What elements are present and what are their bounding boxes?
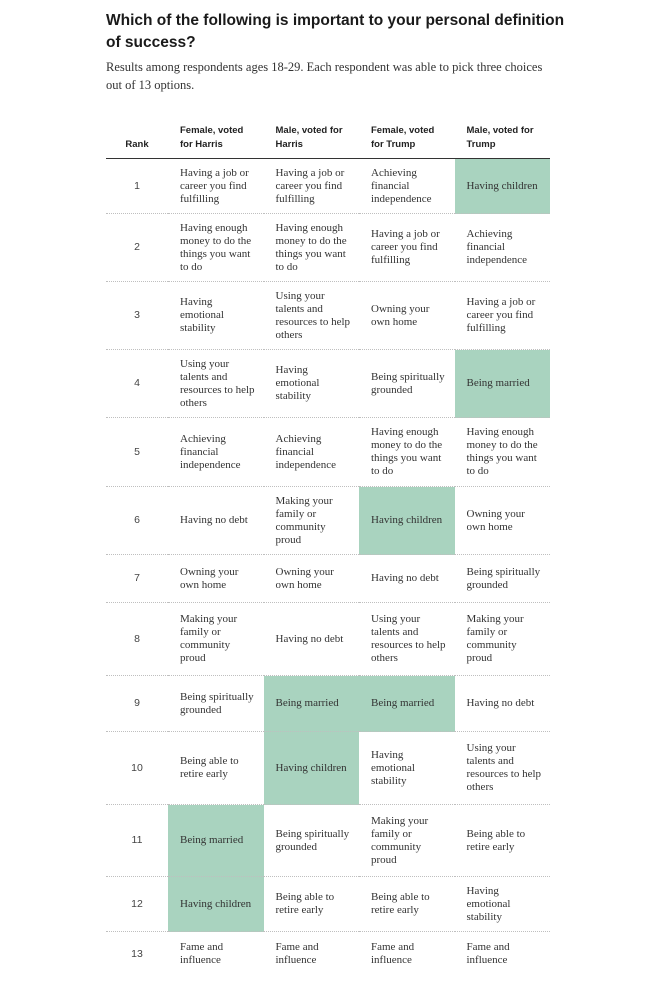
rank-cell: 11 [106,805,168,877]
cell-female-trump: Having enough money to do the things you want to do [359,418,455,487]
cell-female-harris: Owning your own home [168,555,264,603]
cell-male-trump: Having no debt [455,676,551,732]
cell-female-trump: Fame and influence [371,941,415,966]
column-header-male-harris: Male, voted for Harris [264,120,360,159]
cell-female-trump: Achieving financial independence [359,159,455,214]
cell-female-trump: Having no debt [359,555,455,603]
cell-female-harris: Having no debt [168,487,264,555]
cell-female-harris: Being spiritually grounded [168,676,264,732]
rank-cell: 2 [106,214,168,282]
cell-female-trump: Having emotional stability [359,732,455,805]
cell-female-trump: Being spiritually grounded [359,350,455,418]
cell-male-harris: Achieving financial independence [264,418,360,487]
cell-female-harris: Being able to retire early [168,732,264,805]
cell-male-trump: Fame and influence [466,941,510,966]
cell-male-trump-highlighted: Having children [455,159,551,214]
cell-male-trump: Having enough money to do the things you want to do [455,418,551,487]
table-body [106,159,550,977]
column-header-female-harris: Female, voted for Harris [168,120,264,159]
table-row [106,877,550,932]
cell-male-harris: Having emotional stability [264,350,360,418]
table-row [106,932,550,977]
cell-male-trump: Using your talents and resources to help others [455,732,551,805]
rank-cell: 8 [106,603,168,676]
cell-male-trump-highlighted: Being married [455,350,551,418]
table-row [106,603,550,676]
cell-female-harris-highlighted: Having children [168,877,264,932]
column-header-rank: Rank [106,120,168,159]
table-row [106,350,550,418]
cell-male-harris: Having enough money to do the things you want to do [264,214,360,282]
cell-male-harris: Being spiritually grounded [264,805,360,877]
table-row [106,805,550,877]
cell-female-harris: Having a job or career you find fulfilling [168,159,264,214]
cell-female-trump: Making your family or community proud [359,805,455,877]
rank-cell: 6 [106,487,168,555]
cell-male-harris: Having no debt [264,603,360,676]
column-header-male-trump: Male, voted for Trump [455,120,551,159]
cell-male-trump: Making your family or community proud [455,603,551,676]
table-row [106,732,550,805]
rank-cell: 4 [106,350,168,418]
cell-female-harris: Having emotional stability [168,282,264,350]
cell-male-harris: Making your family or community proud [264,487,360,555]
cell-male-harris: Being able to retire early [264,877,360,932]
rank-cell: 13 [131,947,143,960]
cell-female-harris: Fame and influence [180,941,224,966]
cell-male-trump: Achieving financial independence [455,214,551,282]
cell-male-trump: Being spiritually grounded [455,555,551,603]
rank-cell: 5 [106,418,168,487]
chart-subtitle: Results among respondents ages 18-29. Each respondent was able to pick three choices out of 13 options. [106,60,543,92]
rank-cell: 9 [106,676,168,732]
cell-male-trump: Having a job or career you find fulfilling [455,282,551,350]
cell-male-harris: Having a job or career you find fulfilling [264,159,360,214]
cell-male-trump: Being able to retire early [455,805,551,877]
rank-cell: 12 [106,877,168,932]
cell-female-trump: Having a job or career you find fulfilling [359,214,455,282]
table-row [106,555,550,603]
table-row [106,676,550,732]
cell-male-trump: Owning your own home [455,487,551,555]
cell-female-harris-highlighted: Being married [168,805,264,877]
cell-female-trump-highlighted: Being married [359,676,455,732]
ranking-table [106,120,550,976]
cell-male-trump: Having emotional stability [455,877,551,932]
cell-female-harris: Using your talents and resources to help others [168,350,264,418]
rank-cell: 1 [106,159,168,214]
rank-cell: 3 [106,282,168,350]
cell-female-harris: Achieving financial independence [168,418,264,487]
column-header-female-trump: Female, voted for Trump [359,120,455,159]
cell-male-harris: Fame and influence [275,941,319,966]
cell-female-trump-highlighted: Having children [359,487,455,555]
table-row [106,159,550,214]
table-row [106,282,550,350]
chart-title: Which of the following is important to your personal definition of success? [106,12,565,51]
table-row [106,214,550,282]
cell-female-trump: Using your talents and resources to help others [359,603,455,676]
table-row [106,487,550,555]
cell-female-harris: Having enough money to do the things you want to do [168,214,264,282]
cell-male-harris: Owning your own home [264,555,360,603]
cell-female-harris: Making your family or community proud [168,603,264,676]
rank-cell: 7 [106,555,168,603]
table-row [106,418,550,487]
rank-cell: 10 [106,732,168,805]
cell-male-harris-highlighted: Having children [264,732,360,805]
cell-male-harris-highlighted: Being married [264,676,360,732]
cell-female-trump: Owning your own home [359,282,455,350]
cell-male-harris: Using your talents and resources to help others [264,282,360,350]
header-row [106,120,550,159]
cell-female-trump: Being able to retire early [359,877,455,932]
